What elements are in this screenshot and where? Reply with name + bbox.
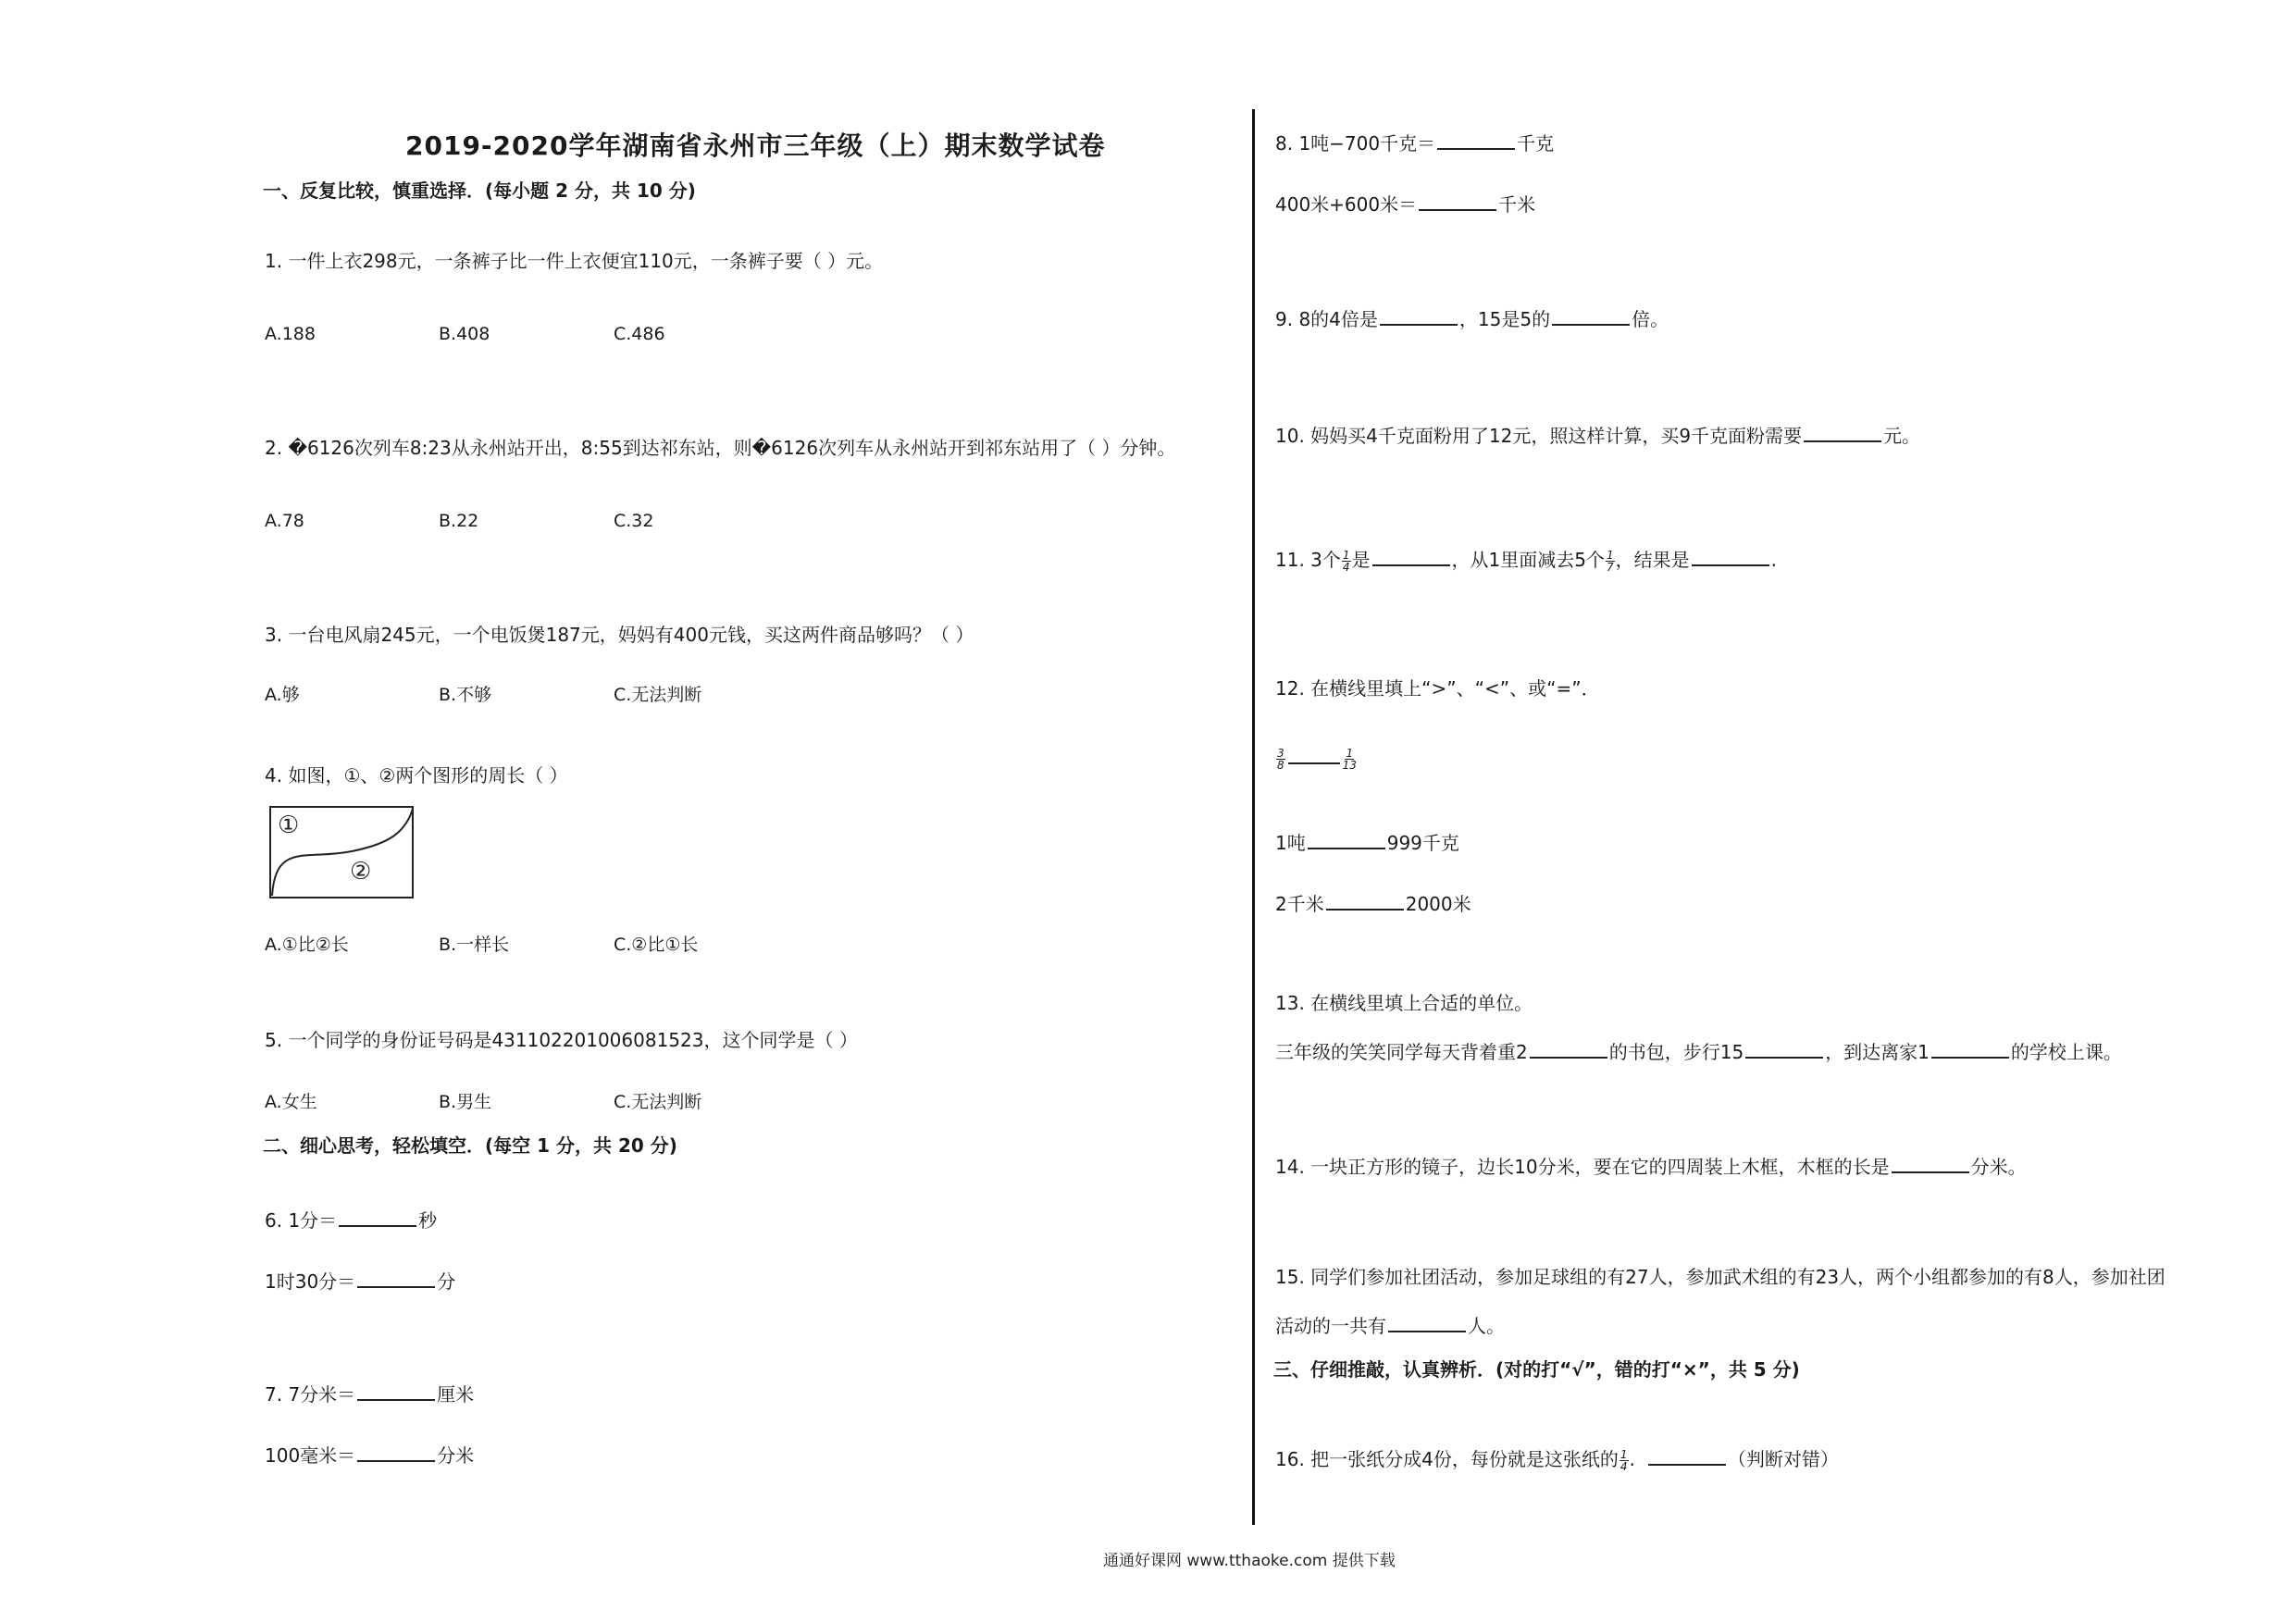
q16-text-post: （判断对错）: [1727, 1448, 1839, 1470]
q13-text-d: 的学校上课。: [2010, 1041, 2122, 1063]
q2-option-c: C.32: [614, 511, 654, 531]
q13-answer-blank-2[interactable]: [1745, 1040, 1823, 1059]
q13-text-b: 的书包，步行15: [1608, 1041, 1744, 1063]
question-12b: [1275, 831, 1459, 852]
q1-option-a: A.188: [265, 324, 316, 344]
q2-option-b: B.22: [439, 511, 479, 531]
question-10: [1275, 424, 1920, 445]
q15-answer-blank[interactable]: [1388, 1314, 1466, 1332]
q16-fraction-den: 4: [1620, 1460, 1628, 1473]
q6b-text: 1时30分＝: [265, 1270, 356, 1293]
q12b-text-post: 999千克: [1386, 832, 1459, 854]
q8a-text: 8. 1吨−700千克＝: [1275, 132, 1436, 155]
q11-fraction-1-den: 4: [1342, 561, 1350, 574]
q12a-fraction-2-den: 13: [1342, 759, 1357, 772]
question-12a: [1275, 748, 1358, 771]
q1-option-c: C.486: [614, 324, 665, 344]
q5-option-c: C.无法判断: [614, 1092, 702, 1112]
question-4: 4. 如图，①、②两个图形的周长（ ）: [265, 764, 568, 787]
q13-text-a: 三年级的笑笑同学每天背着重2: [1275, 1041, 1528, 1063]
question-2: 2. �6126次列车8:23从永州站开出，8:55到达祁东站，则�6126次列车从永州站开到祁东站用了（ ）分钟。: [265, 437, 1176, 459]
q16-text-mid: .: [1629, 1448, 1635, 1470]
q11-fraction-1-num: 1: [1342, 549, 1350, 562]
q3-option-b: B.不够: [439, 685, 492, 705]
q7b-answer-blank[interactable]: [357, 1443, 435, 1462]
q15-text: 活动的一共有: [1275, 1315, 1386, 1337]
q10-text: 10. 妈妈买4千克面粉用了12元，照这样计算，买9千克面粉需要: [1275, 425, 1803, 447]
question-13-sentence: [1275, 1040, 2122, 1061]
q9-text-b: ，15是5的: [1458, 308, 1551, 330]
question-11: [1275, 548, 1777, 573]
question-12c: [1275, 892, 1471, 913]
q11-answer-blank-1[interactable]: [1372, 548, 1450, 566]
q8b-text: 400米+600米＝: [1275, 193, 1418, 216]
q12a-fraction-1-den: 8: [1277, 759, 1285, 772]
q11-text-d: ，结果是: [1615, 549, 1690, 571]
q12c-text-post: 2000米: [1405, 893, 1471, 915]
q11-fraction-2: [1606, 550, 1615, 573]
q4-option-b: B.一样长: [439, 935, 510, 955]
q7a-answer-blank[interactable]: [357, 1382, 435, 1401]
q11-text-c: ，从1里面减去5个: [1451, 549, 1605, 571]
q10-unit: 元。: [1883, 425, 1921, 447]
q13-answer-blank-1[interactable]: [1530, 1040, 1607, 1059]
question-16: [1275, 1447, 1839, 1472]
q14-answer-blank[interactable]: [1892, 1155, 1969, 1173]
q4-figure: [268, 805, 416, 901]
page-title: 2019-2020学年湖南省永州市三年级（上）期末数学试卷: [405, 130, 1106, 161]
question-6b: [265, 1270, 455, 1291]
q7b-text: 100毫米＝: [265, 1444, 356, 1467]
question-6a: [265, 1208, 437, 1230]
question-13: 13. 在横线里填上合适的单位。: [1275, 992, 1533, 1014]
q5-option-a: A.女生: [265, 1092, 317, 1112]
q6a-answer-blank[interactable]: [339, 1208, 416, 1227]
question-3: 3. 一台电风扇245元，一个电饭煲187元，妈妈有400元钱，买这两件商品够吗？（ ）: [265, 624, 974, 646]
question-9: [1275, 307, 1669, 328]
q11-fraction-2-den: 7: [1606, 561, 1614, 574]
q1-option-b: B.408: [439, 324, 490, 344]
q5-option-b: B.男生: [439, 1092, 492, 1112]
q15-unit: 人。: [1468, 1315, 1505, 1337]
q6a-text: 6. 1分＝: [265, 1209, 338, 1232]
q6b-answer-blank[interactable]: [357, 1270, 435, 1288]
q7a-unit: 厘米: [437, 1383, 475, 1406]
q12a-fraction-1: [1276, 748, 1285, 771]
q16-fraction: [1620, 1449, 1629, 1472]
q12c-text: 2千米: [1275, 893, 1324, 915]
question-15-line-2: [1275, 1314, 1505, 1335]
q12a-fraction-2: [1343, 748, 1357, 771]
q6b-unit: 分: [437, 1270, 456, 1293]
q13-text-c: ，到达离家1: [1825, 1041, 1930, 1063]
column-divider: [1252, 109, 1255, 1525]
q11-text-e: .: [1770, 549, 1777, 571]
q7b-unit: 分米: [437, 1444, 475, 1467]
question-7a: [265, 1382, 474, 1404]
q3-option-c: C.无法判断: [614, 685, 702, 705]
q3-option-a: A.够: [265, 685, 300, 705]
q4-option-c: C.②比①长: [614, 935, 699, 955]
q4-figure-label-2: ②: [350, 858, 372, 886]
page-footer: 通通好课网 www.tthaoke.com 提供下载: [1103, 1552, 1396, 1570]
q13-answer-blank-3[interactable]: [1931, 1040, 2009, 1059]
q14-unit: 分米。: [1970, 1156, 2027, 1178]
q8b-unit: 千米: [1498, 193, 1536, 216]
q11-text-b: 是: [1351, 549, 1371, 571]
q10-answer-blank[interactable]: [1804, 424, 1881, 442]
section-3-heading: 三、仔细推敲，认真辨析．(对的打“√”，错的打“×”，共 5 分): [1273, 1358, 1800, 1381]
q11-fraction-1: [1342, 550, 1351, 573]
q12c-answer-blank[interactable]: [1326, 892, 1404, 911]
question-15-line-1: 15. 同学们参加社团活动，参加足球组的有27人，参加武术组的有23人，两个小组都参加的有8人，参加社团: [1275, 1266, 2166, 1288]
question-14: [1275, 1155, 2027, 1176]
q9-text-c: 倍。: [1632, 308, 1669, 330]
q8a-unit: 千克: [1517, 132, 1555, 155]
question-5: 5. 一个同学的身份证号码是431102201006081523，这个同学是（ ）: [265, 1029, 858, 1051]
q4-figure-label-1: ①: [278, 812, 300, 839]
q9-text-a: 9. 8的4倍是: [1275, 308, 1378, 330]
q14-text: 14. 一块正方形的镜子，边长10分米，要在它的四周装上木框，木框的长是: [1275, 1156, 1890, 1178]
q8a-answer-blank[interactable]: [1437, 131, 1515, 150]
q16-text: 16. 把一张纸分成4份，每份就是这张纸的: [1275, 1448, 1619, 1470]
q11-text-a: 11. 3个: [1275, 549, 1341, 571]
q12a-fraction-2-num: 1: [1346, 747, 1354, 760]
q16-fraction-num: 1: [1620, 1448, 1628, 1461]
q8b-answer-blank[interactable]: [1419, 192, 1496, 211]
question-1: 1. 一件上衣298元，一条裤子比一件上衣便宜110元，一条裤子要（ ）元。: [265, 250, 884, 272]
q9-answer-blank-1[interactable]: [1380, 307, 1458, 326]
q2-option-a: A.78: [265, 511, 304, 531]
question-8a: [1275, 131, 1554, 153]
question-12: 12. 在横线里填上“>”、“<”、或“=”．: [1275, 677, 1600, 700]
q4-option-a: A.①比②长: [265, 935, 349, 955]
question-7b: [265, 1443, 474, 1465]
q12b-text: 1吨: [1275, 832, 1306, 854]
q12a-fraction-1-num: 3: [1277, 747, 1285, 760]
q9-answer-blank-2[interactable]: [1552, 307, 1630, 326]
q6a-unit: 秒: [418, 1209, 438, 1232]
q12a-answer-blank[interactable]: [1288, 750, 1340, 764]
section-1-heading: 一、反复比较，慎重选择．(每小题 2 分，共 10 分): [263, 180, 696, 202]
section-2-heading: 二、细心思考，轻松填空．(每空 1 分，共 20 分): [263, 1134, 677, 1157]
q12b-answer-blank[interactable]: [1308, 831, 1385, 849]
q16-answer-blank[interactable]: [1648, 1447, 1726, 1466]
question-8b: [1275, 192, 1535, 214]
q7a-text: 7. 7分米＝: [265, 1383, 356, 1406]
q11-answer-blank-2[interactable]: [1692, 548, 1769, 566]
q11-fraction-2-num: 1: [1606, 549, 1614, 562]
